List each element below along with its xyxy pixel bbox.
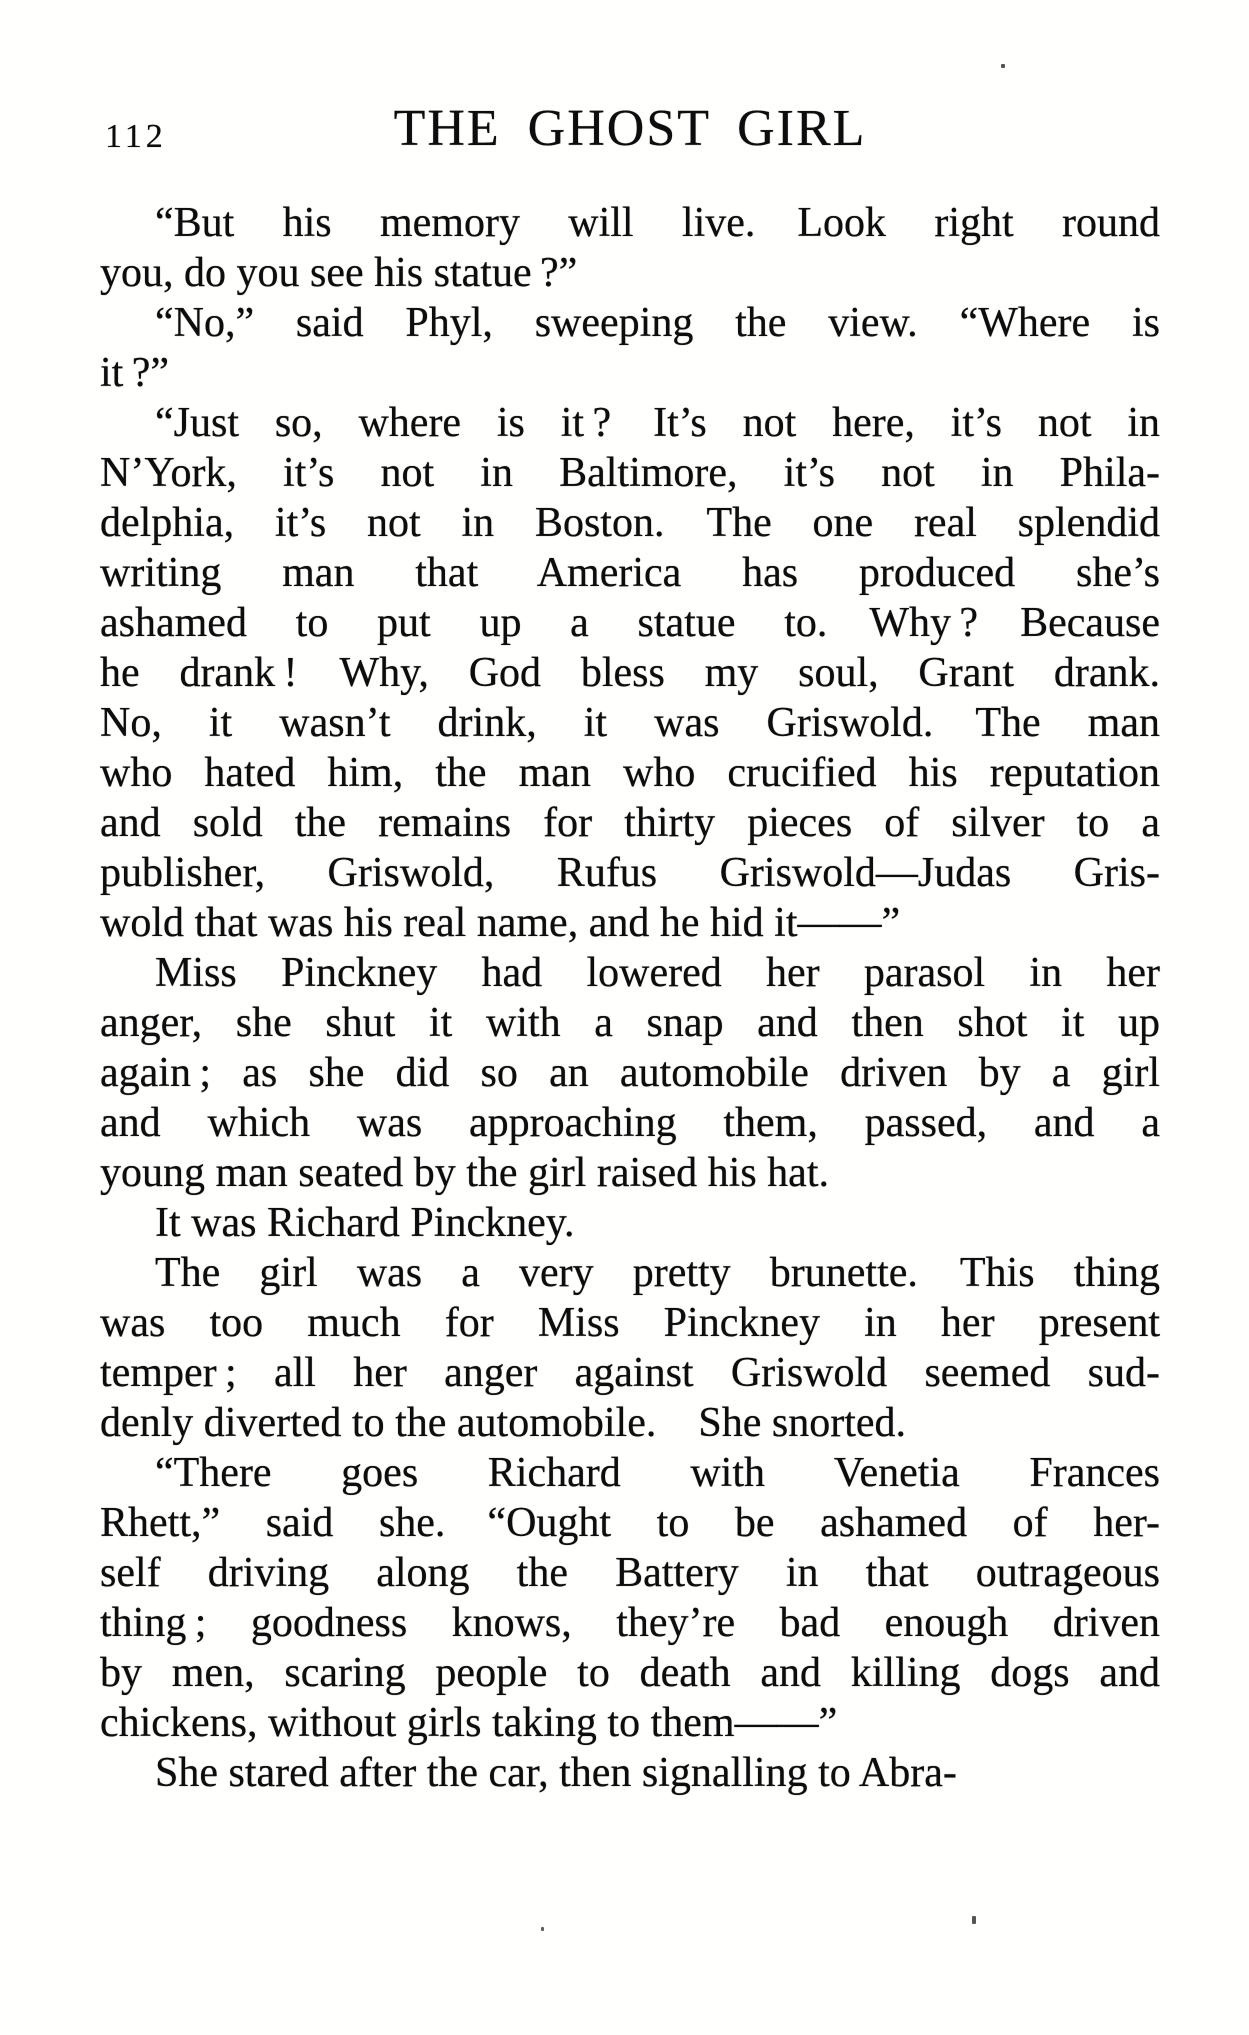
text-line: The girl was a very pretty brunette. This thing	[155, 1250, 1160, 1296]
page-number: 112	[105, 118, 167, 155]
text-line: “There goes Richard with Venetia Frances	[155, 1450, 1160, 1496]
text-line: No, it wasn’t drink, it was Griswold. The man	[100, 700, 1160, 746]
body-text	[100, 198, 1160, 1798]
text-line: ashamed to put up a statue to. Why ? Because	[100, 600, 1160, 646]
text-line: you, do you see his statue ?”	[100, 250, 578, 296]
text-line: Rhett,” said she. “Ought to be ashamed of her-	[100, 1500, 1160, 1546]
paragraph	[100, 198, 1160, 298]
text-line: who hated him, the man who crucified his reputation	[100, 750, 1160, 796]
paragraph	[100, 1448, 1160, 1748]
text-line: by men, scaring people to death and killing dogs and	[100, 1650, 1160, 1696]
text-line: and sold the remains for thirty pieces of silver to a	[100, 800, 1160, 846]
text-line: writing man that America has produced she’s	[100, 550, 1160, 596]
text-line: “But his memory will live. Look right round	[155, 200, 1160, 246]
text-line: N’York, it’s not in Baltimore, it’s not in Phila-	[100, 450, 1160, 496]
text-line: he drank ! Why, God bless my soul, Grant drank.	[100, 650, 1160, 696]
text-line: “No,” said Phyl, sweeping the view. “Where is	[155, 300, 1160, 346]
text-line: and which was approaching them, passed, and a	[100, 1100, 1160, 1146]
text-line: again ; as she did so an automobile driven by a girl	[100, 1050, 1160, 1096]
text-line: was too much for Miss Pinckney in her present	[100, 1300, 1160, 1346]
text-line: wold that was his real name, and he hid it——”	[100, 900, 901, 946]
paragraph	[100, 1198, 1160, 1248]
text-line: self driving along the Battery in that outrageous	[100, 1550, 1160, 1596]
text-line: chickens, without girls taking to them——”	[100, 1700, 838, 1746]
text-line: denly diverted to the automobile. She snorted.	[100, 1400, 906, 1446]
text-line: temper ; all her anger against Griswold seemed sud-	[100, 1350, 1160, 1396]
text-line: “Just so, where is it ? It’s not here, it’s not in	[155, 400, 1160, 446]
paragraph	[100, 1748, 1160, 1798]
paragraph	[100, 298, 1160, 398]
scan-artifact-dot	[541, 1927, 544, 1931]
scan-artifact-dot	[1001, 64, 1005, 68]
text-line: publisher, Griswold, Rufus Griswold—Judas Gris-	[100, 850, 1160, 896]
text-line: delphia, it’s not in Boston. The one real splendid	[100, 500, 1160, 546]
text-line: It was Richard Pinckney.	[155, 1200, 575, 1246]
scan-artifact-dot	[972, 1916, 976, 1924]
text-line: She stared after the car, then signalling to Abra-	[155, 1750, 957, 1796]
paragraph	[100, 948, 1160, 1198]
page-title: THE GHOST GIRL	[393, 100, 867, 157]
text-line: anger, she shut it with a snap and then shot it up	[100, 1000, 1160, 1046]
text-line: young man seated by the girl raised his hat.	[100, 1150, 829, 1196]
text-line: Miss Pinckney had lowered her parasol in her	[155, 950, 1160, 996]
paragraph	[100, 398, 1160, 948]
paragraph	[100, 1248, 1160, 1448]
running-header	[100, 100, 1160, 156]
text-line: thing ; goodness knows, they’re bad enough driven	[100, 1600, 1160, 1646]
text-line: it ?”	[100, 350, 170, 396]
